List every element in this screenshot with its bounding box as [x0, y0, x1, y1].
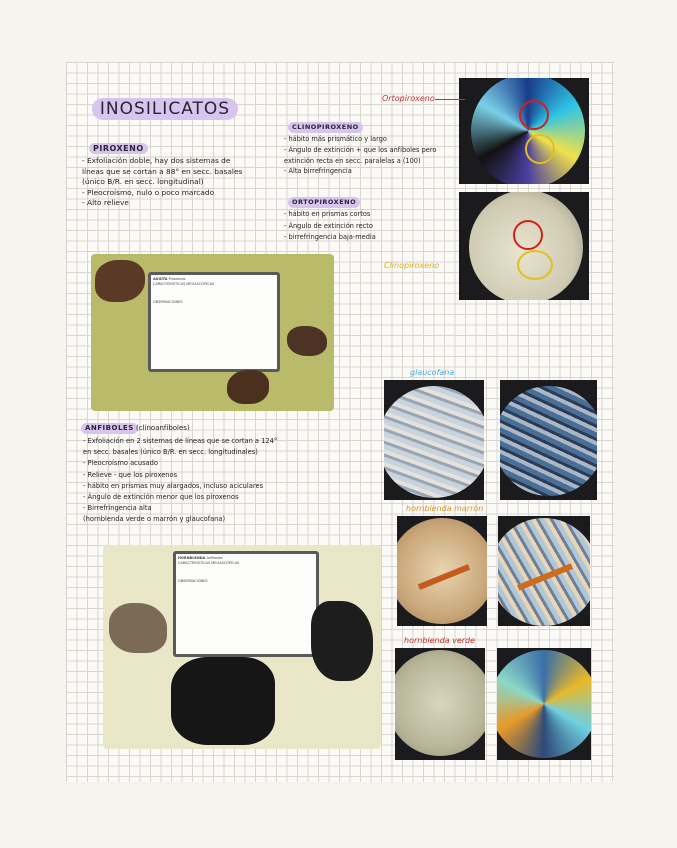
card-title: HORNBLENDA: [178, 556, 206, 560]
note-line: - Alto relieve: [82, 198, 129, 208]
note-line: en secc. basales (único B/R. en secc. longitudinales): [83, 448, 258, 457]
clinopiroxeno-label: Clinopiroxeno: [384, 261, 440, 270]
anfiboles-heading-suffix: (clinoanfíboles): [136, 424, 190, 432]
sample-card: [148, 272, 280, 372]
rock-sample: [95, 260, 145, 302]
card-section: CARACTERÍSTICAS MEGASCÓPICAS: [178, 560, 240, 565]
rock-sample: [109, 603, 167, 653]
micrograph-glaucofana-ppl: [384, 380, 484, 500]
ortopiroxeno-notes: [284, 209, 376, 244]
note-line: extinción recta en secc. paralelas a (100): [284, 156, 421, 165]
note-line: - birrefringencia baja-media: [284, 233, 376, 241]
note-line: - hábito en prismas muy alargados, incluso aciculares: [83, 481, 264, 490]
micrograph-hornblenda-marron-xpl: [498, 516, 590, 626]
note-line: - Pleocroísmo, nulo o poco marcado: [82, 187, 215, 197]
note-line: - hábito más prismático y largo: [284, 135, 387, 143]
card-title: AUGITA: [153, 277, 168, 281]
card-section: CARACTERÍSTICAS MEGASCÓPICAS: [153, 281, 215, 286]
note-line: - hábito en prismas cortos: [284, 210, 371, 218]
piroxeno-heading: PIROXENO: [89, 143, 148, 154]
micrograph-hornblenda-verde-xpl: [497, 648, 591, 760]
note-line: - Pleocroísmo acusado: [83, 459, 159, 468]
ortopiroxeno-heading: ORTOPIROXENO: [288, 197, 360, 208]
rock-sample: [227, 370, 269, 404]
clinopiroxeno-notes: [284, 134, 436, 177]
micrograph-hornblenda-verde-ppl: [395, 648, 485, 760]
hornblenda-marron-label: hornblenda marrón: [406, 504, 484, 513]
rock-sample: [311, 601, 373, 681]
anfiboles-notes: [83, 436, 277, 526]
note-line: - Birrefringencia alta: [83, 504, 152, 513]
hornblenda-verde-label: hornblenda verde: [404, 636, 476, 645]
hornblenda-sample-photo: [103, 545, 381, 749]
note-line: - Ángulo de extinción menor que los piroxenos: [83, 493, 239, 502]
arrow-line: [435, 99, 465, 100]
note-line: - Ángulo de extinción + que los anfíboles pero: [284, 145, 437, 154]
note-line: (hornblenda verde o marrón y glaucofana): [83, 515, 226, 524]
clinopiroxeno-heading: CLINOPIROXENO: [288, 122, 363, 133]
augita-sample-photo: [91, 254, 334, 411]
rock-sample: [287, 326, 327, 356]
micrograph-clinopiroxeno-ppl: [459, 192, 589, 300]
card-subtitle: Anfíboles: [206, 556, 223, 560]
anfiboles-heading: ANFIBOLES: [81, 423, 138, 434]
note-line: (único B/R. en secc. longitudinal): [82, 177, 204, 187]
rock-sample: [171, 657, 275, 745]
card-section2: OBSERVACIONES: [153, 299, 183, 304]
card-section2: OBSERVACIONES: [178, 578, 208, 583]
note-line: - Ángulo de extinción recto: [284, 221, 373, 230]
card-subtitle: Piroxenos: [168, 277, 186, 281]
micrograph-glaucofana-xpl: [500, 380, 597, 500]
ortopiroxeno-label: Ortopiroxeno: [382, 94, 435, 103]
note-line: - Alta birrefringencia: [284, 167, 352, 176]
micrograph-hornblenda-marron-ppl: [397, 516, 487, 626]
note-line: líneas que se cortan a 88° en secc. basales: [82, 166, 243, 176]
sample-card: [173, 551, 319, 657]
piroxeno-notes: [82, 156, 242, 209]
note-line: - Relieve - que los piroxenos: [83, 470, 178, 479]
note-line: - Exfoliación doble, hay dos sistemas de: [82, 156, 231, 165]
note-line: - Exfoliación en 2 sistemas de líneas que se cortan a 124°: [83, 437, 278, 445]
page-title: INOSILICATOS: [92, 98, 238, 120]
glaucofana-label: glaucofana: [410, 368, 455, 377]
micrograph-ortopiroxeno-xpl: [459, 78, 589, 184]
